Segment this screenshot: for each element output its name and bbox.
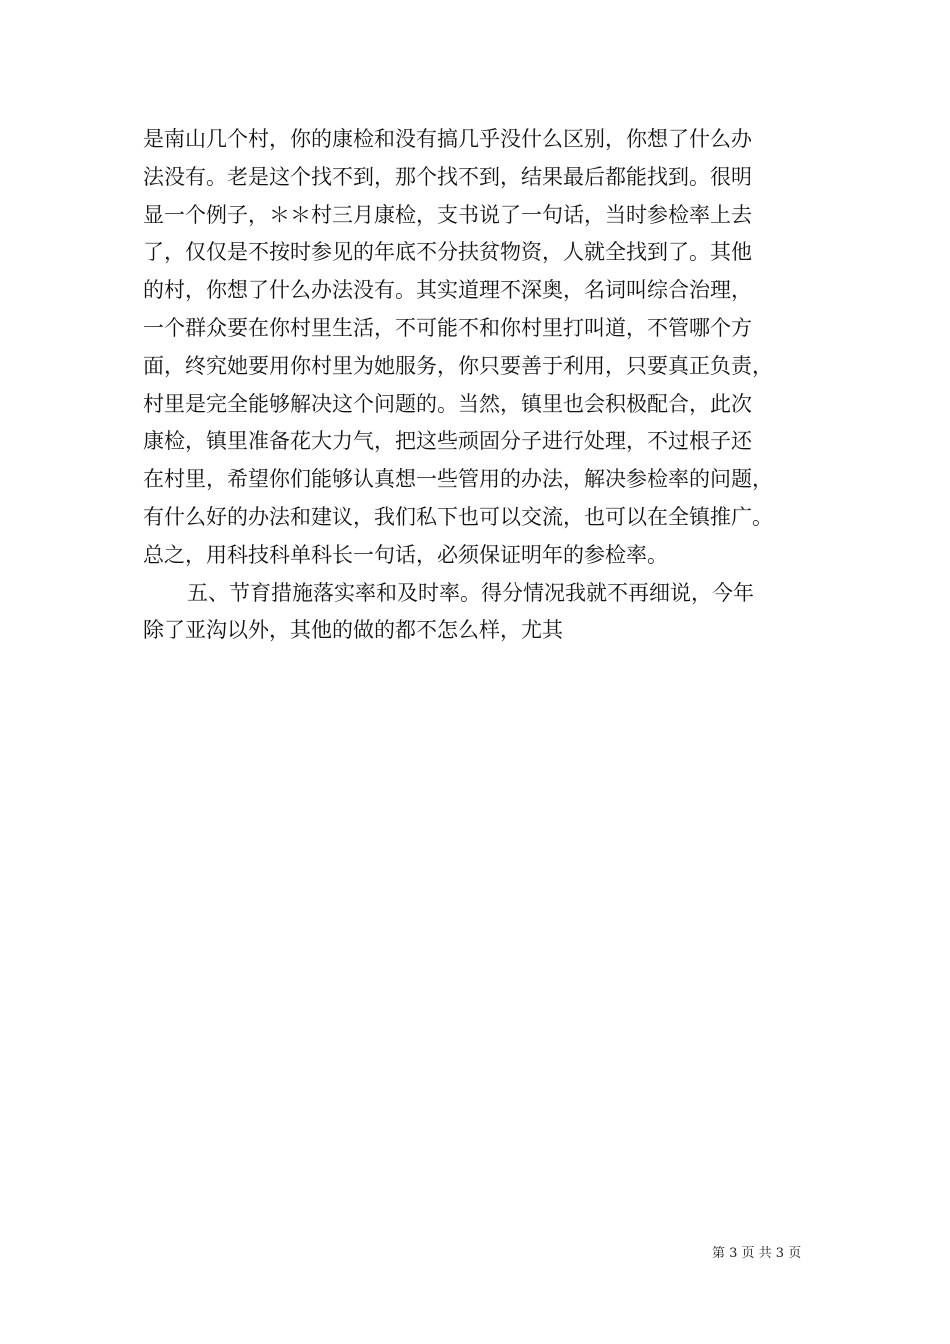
text-line: 显一个例子，＊＊村三月康检，支书说了一句话，当时参检率上去 (143, 202, 752, 227)
document-body (143, 121, 815, 650)
text-line: 是南山几个村，你的康检和没有搞几乎没什么区别，你想了什么办 (143, 127, 752, 151)
page-number-footer: 第 3 页 共 3 页 (712, 1246, 802, 1261)
text-line: 了，仅仅是不按时参见的年底不分扶贫物资，人就全找到了。其他 (143, 240, 752, 265)
paragraph-start-line: 五、节育措施落实率和及时率。得分情况我就不再细说，今年 (187, 580, 754, 605)
text-line: 村里是完全能够解决这个问题的。当然，镇里也会积极配合，此次 (143, 391, 752, 416)
text-line: 康检，镇里准备花大力气，把这些顽固分子进行处理，不过根子还 (143, 429, 752, 454)
text-line: 有什么好的办法和建议，我们私下也可以交流，也可以在全镇推广。 (143, 504, 773, 529)
text-line: 一个群众要在你村里生活，不可能不和你村里打叫道，不管哪个方 (143, 315, 752, 340)
text-line: 除了亚沟以外，其他的做的都不怎么样，尤其 (143, 618, 563, 643)
text-line: 总之，用科技科单科长一句话，必须保证明年的参检率。 (143, 542, 668, 567)
text-line: 法没有。老是这个找不到，那个找不到，结果最后都能找到。很明 (143, 164, 752, 189)
text-line: 在村里，希望你们能够认真想一些管用的办法，解决参检率的问题， (143, 467, 773, 492)
text-line: 的村，你想了什么办法没有。其实道理不深奥，名词叫综合治理， (143, 278, 752, 303)
text-line: 面，终究她要用你村里为她服务，你只要善于利用，只要真正负责， (143, 353, 773, 378)
